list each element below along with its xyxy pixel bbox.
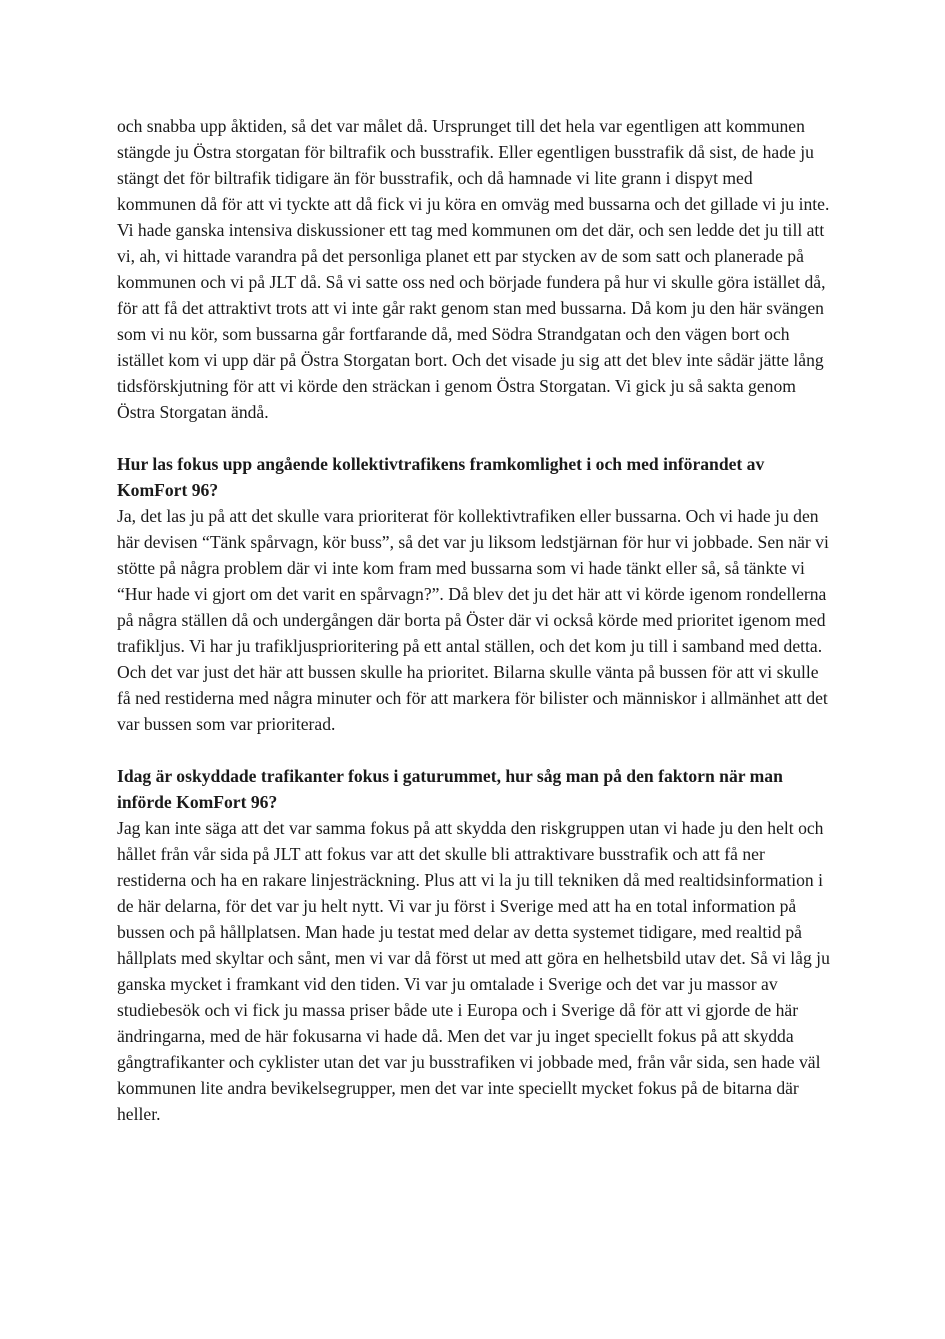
paragraph-spacer: [117, 425, 832, 451]
question-heading: Idag är oskyddade trafikanter fokus i gaturummet, hur såg man på den faktorn när man införde KomFort 96?: [117, 766, 783, 812]
document-page: [117, 113, 832, 1127]
answer-paragraph: Ja, det las ju på att det skulle vara prioriterat för kollektivtrafiken eller bussarna. Och vi hade ju den här devisen “Tänk spårvagn, kör buss”, så det var ju liksom ledstjärnan för hur vi jobbade. Sen när vi stötte på några problem där vi inte kom fram med bussarna som vi hade tänkt eller så, så tänkte vi “Hur hade vi gjort om det varit en spårvagn?”. Då blev det ju det här att vi körde igenom rondellerna på några ställen då och undergången där borta på Öster där vi också körde med prioritet igenom med trafikljus. Vi har ju trafikljusprioritering på ett antal ställen, och det kom ju till i samband med detta. Och det var just det här att bussen skulle ha prioritet. Bilarna skulle vänta på bussen för att vi skulle få ned restiderna med några minuter och för att markera för bilister och människor i allmänhet att det var bussen som var prioriterad.: [117, 506, 829, 734]
paragraph-spacer: [117, 737, 832, 763]
question-heading: Hur las fokus upp angående kollektivtrafikens framkomlighet i och med införandet av KomFort 96?: [117, 454, 765, 500]
answer-paragraph: Jag kan inte säga att det var samma fokus på att skydda den riskgruppen utan vi hade ju den helt och hållet från vår sida på JLT att fokus var att det skulle bli attraktivare busstrafik och att få ner restiderna och ha en rakare linjesträckning. Plus att vi la ju till tekniken då med realtidsinformation i de här delarna, för det var ju helt nytt. Vi var ju först i Sverige med att ha en total information på bussen och på hållplatsen. Man hade ju testat med delar av detta systemet tidigare, med realtid på hållplats med skyltar och sånt, men vi var då först ut med att göra en helhetsbild utav det. Så vi låg ju ganska mycket i framkant vid den tiden. Vi var ju omtalade i Sverige och det var ju massor av studiebesök och vi fick ju massa priser både ute i Europa och i Sverige då för att vi gjorde de här ändringarna, med de här fokusarna vi hade då. Men det var ju inget speciellt fokus på att skydda gångtrafikanter och cyklister utan det var ju busstrafiken vi jobbade med, från vår sida, sen hade väl kommunen lite andra bevikelsegrupper, men det var inte speciellt mycket fokus på de bitarna där heller.: [117, 818, 830, 1124]
intro-paragraph: och snabba upp åktiden, så det var målet då. Ursprunget till det hela var egentligen att kommunen stängde ju Östra storgatan för biltrafik och busstrafik. Eller egentligen busstrafik då sist, de hade ju stängt det för biltrafik tidigare än för busstrafik, och då hamnade vi lite grann i dispyt med kommunen då för att vi tyckte att då fick vi ju köra en omväg med bussarna och det gillade vi ju inte. Vi hade ganska intensiva diskussioner ett tag med kommunen om det där, och sen ledde det ju till att vi, ah, vi hittade varandra på det personliga planet ett par stycken av de som satt och planerade på kommunen och vi på JLT då. Så vi satte oss ned och började fundera på hur vi skulle göra istället då, för att få det attraktivt trots att vi inte går rakt genom stan med bussarna. Då kom ju den här svängen som vi nu kör, som bussarna går fortfarande då, med Södra Strandgatan och den vägen bort och istället kom vi upp där på Östra Storgatan bort. Och det visade ju sig att det blev inte sådär jätte lång tidsförskjutning för att vi körde den sträckan i genom Östra Storgatan. Vi gick ju så sakta genom Östra Storgatan ändå.: [117, 116, 830, 422]
